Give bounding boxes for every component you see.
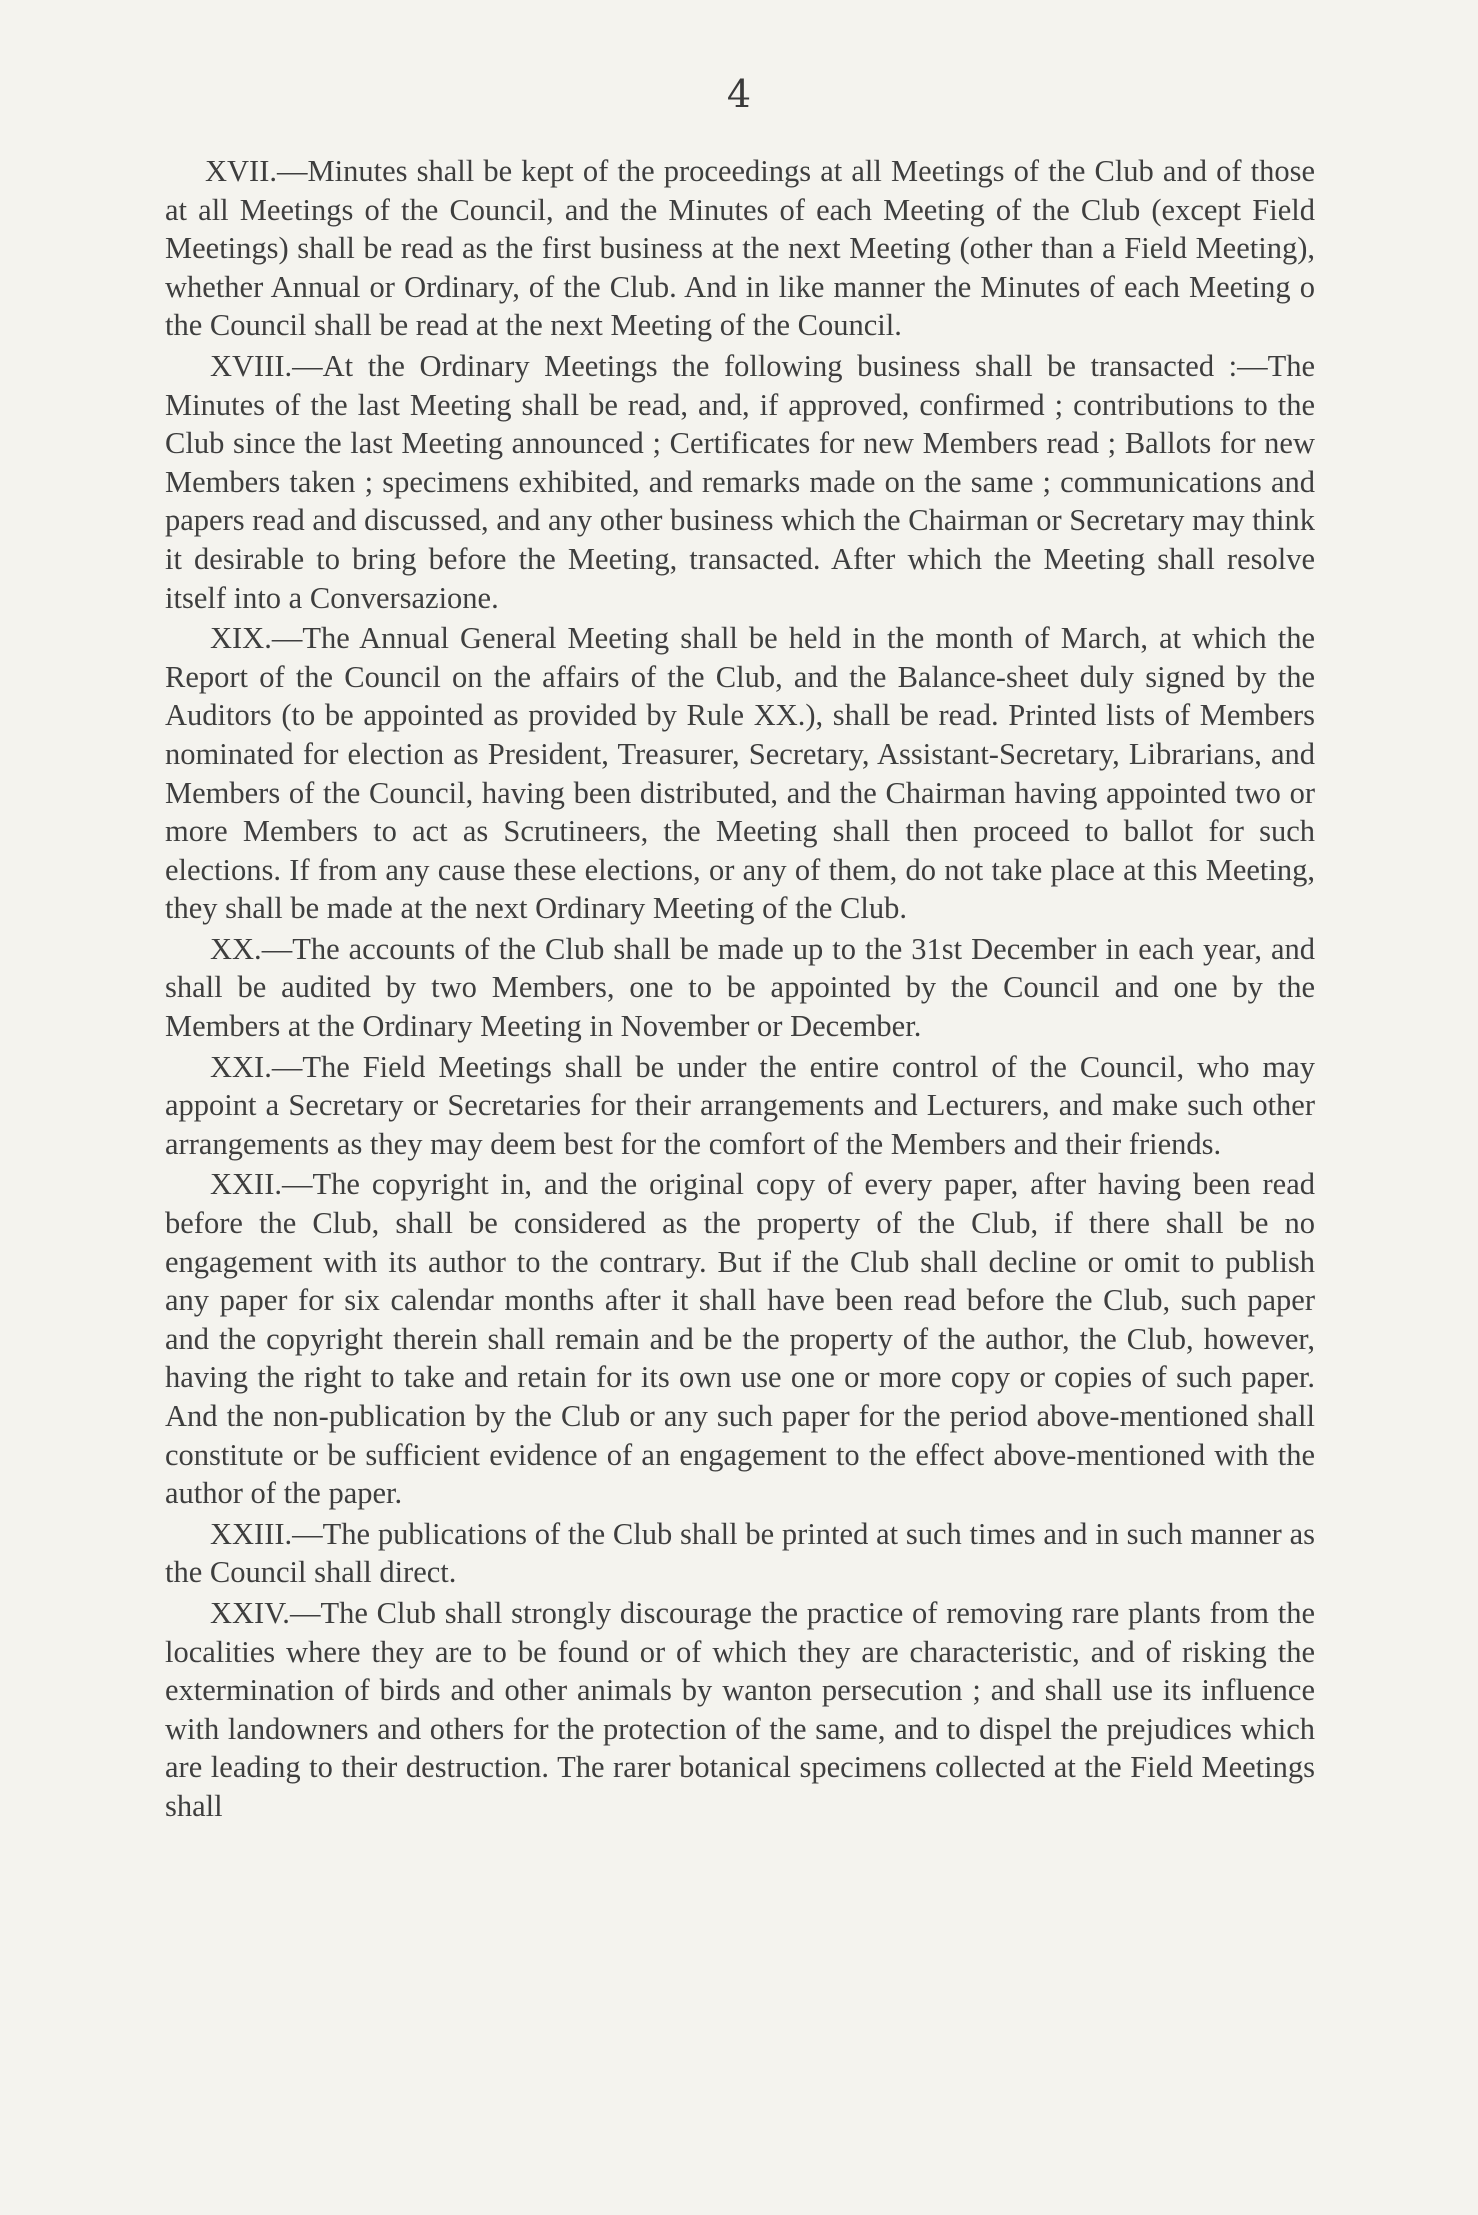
rules-text-block [165,152,1315,1828]
rule-text: —The Club shall strongly discourage the practice of removing rare plants from the localities where they are to be found or of which they are characteristic, and of risking the extermination of birds and other animals by wanton persecution ; and shall use its influence with landowners and others for the protection of the same, and to dispel the prejudices which are leading to their destruction. The rarer botanical specimens collected at the Field Meetings shall [165,1595,1315,1823]
rule-xix [165,619,1315,928]
rule-xviii [165,347,1315,617]
rule-xxii [165,1165,1315,1512]
rule-number: XXIII. [210,1516,293,1551]
rule-number: XXII. [210,1167,282,1202]
rule-number: XX. [210,931,262,966]
rule-number: XXIV. [210,1595,290,1630]
rule-text: —The publications of the Club shall be printed at such times and in such manner as the Council shall direct. [165,1516,1315,1590]
rule-xx [165,930,1315,1046]
rule-xxiv [165,1594,1315,1826]
rule-number: XIX. [210,621,272,656]
rule-text: —The accounts of the Club shall be made up to the 31st December in each year, and shall be audited by two Members, one to be appointed by the Council and one by the Members at the Ordinary Meeting in November or December. [165,931,1315,1044]
rule-xvii [165,152,1315,345]
page-number: 4 [726,72,752,116]
rule-text: —The copyright in, and the original copy of every paper, after having been read before the Club, shall be considered as the property of the Club, if there shall be no engagement with its author to the contrary. But if the Club shall decline or omit to publish any paper for six calendar months after it shall have been read before the Club, such paper and the copyright therein shall remain and be the property of the author, the Club, however, having the right to take and retain for its own use one or more copy or copies of such paper. And the non-publication by the Club or any such paper for the period above-mentioned shall constitute or be sufficient evidence of an engagement to the effect above-mentioned with the author of the paper. [165,1167,1315,1511]
rule-xxiii [165,1515,1315,1592]
rule-number: XVII. [205,154,277,188]
rule-text: —The Field Meetings shall be under the entire control of the Council, who may appoint a Secretary or Secretaries for their arrangements and Lecturers, and make such other arrangements as they may deem best for the comfort of the Members and their friends. [165,1049,1315,1161]
rule-text: —Minutes shall be kept of the proceedings at all Meetings of the Club and of those at all Meetings of the Council, and the Minutes of each Meeting of the Club (except Field Meetings) shall be read as the first business at the next Meeting (other than a Field Meeting), whether Annual or Ordinary, of the Club. And in like manner the Minutes of each Meeting o the Council shall be read at the next Meeting of the Council. [165,154,1315,343]
rule-xxi [165,1048,1315,1164]
rule-text: —The Annual General Meeting shall be held in the month of March, at which the Report of the Council on the affairs of the Club, and the Balance-sheet duly signed by the Auditors (to be appointed as provided by Rule XX.), shall be read. Printed lists of Members nominated for election as President, Treasurer, Secretary, Assistant-Secretary, Librarians, and Members of the Council, having been distributed, and the Chairman having appointed two or more Members to act as Scrutineers, the Meeting shall then proceed to ballot for such elections. If from any cause these elections, or any of them, do not take place at this Meeting, they shall be made at the next Ordinary Meeting of the Club. [165,621,1315,926]
rule-number: XXI. [210,1049,272,1084]
rule-text: —At the Ordinary Meetings the following business shall be transacted :—The Minutes of the last Meeting shall be read, and, if approved, confirmed ; contributions to the Club since the last Meeting announced ; Certificates for new Members read ; Ballots for new Members taken ; specimens exhibited, and remarks made on the same ; communications and papers read and discussed, and any other business which the Chairman or Secretary may think it desirable to bring before the Meeting, transacted. After which the Meeting shall resolve itself into a Conversazione. [165,348,1315,615]
rule-number: XVIII. [210,348,293,383]
